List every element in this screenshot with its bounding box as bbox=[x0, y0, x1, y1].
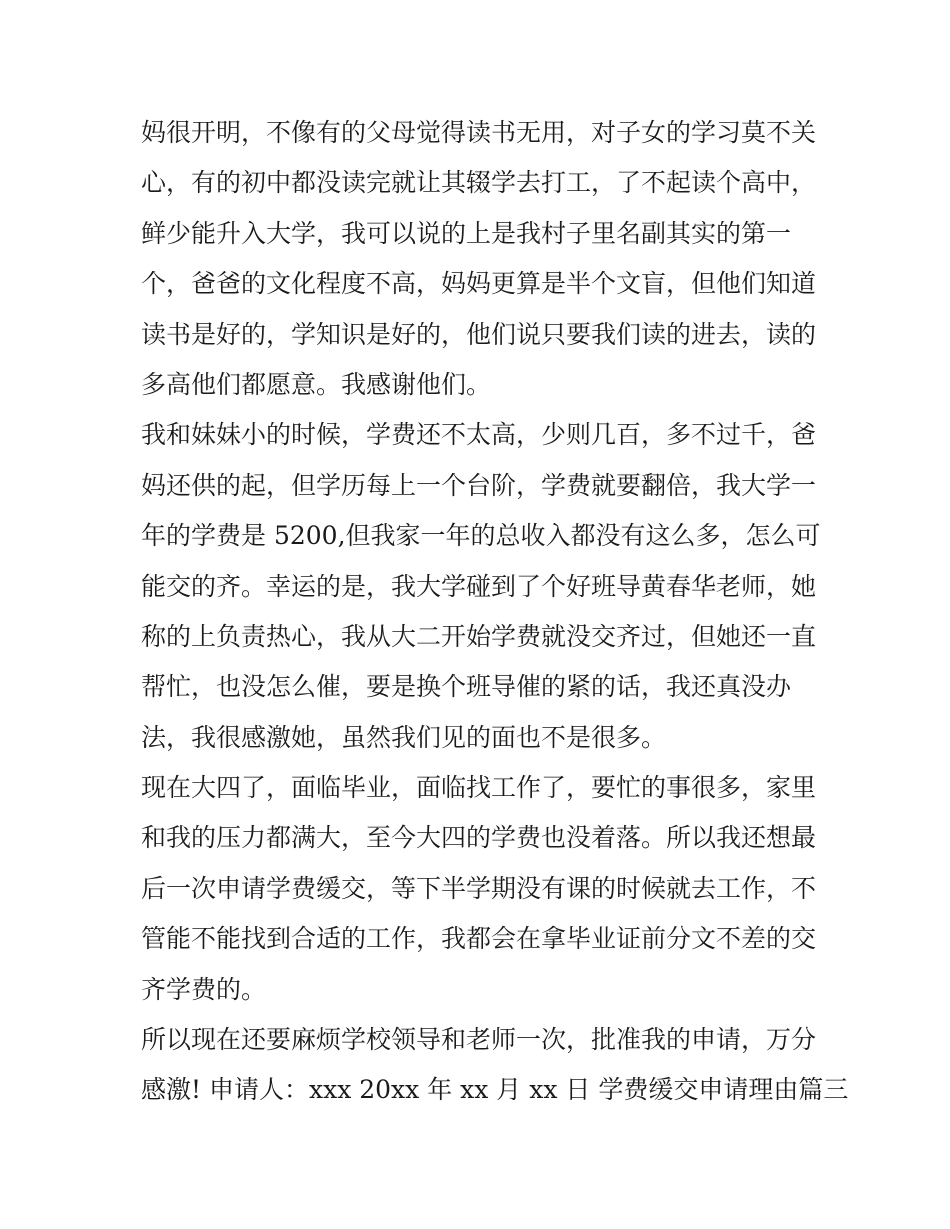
text-line: 齐学费的。 bbox=[141, 974, 267, 1004]
document-body bbox=[141, 108, 849, 1116]
text-line: 所以现在还要麻烦学校领导和老师一次，批准我的申请，万分 bbox=[141, 1025, 817, 1055]
text-line: 多高他们都愿意。我感谢他们。 bbox=[141, 369, 492, 399]
text-line: 妈还供的起，但学历每上一个台阶，学费就要翻倍，我大学一 bbox=[141, 470, 817, 500]
text-line: 称的上负责热心，我从大二开始学费就没交齐过，但她还一直 bbox=[141, 621, 817, 651]
text-line: 能交的齐。幸运的是，我大学碰到了个好班导黄春华老师，她 bbox=[141, 571, 817, 601]
text-line: 感激! 申请人：xxx 20xx 年 xx 月 xx 日 学费缓交申请理由篇三 bbox=[141, 1075, 849, 1105]
text-line: 法，我很感激她，虽然我们见的面也不是很多。 bbox=[141, 722, 667, 752]
text-line: 年的学费是 5200,但我家一年的总收入都没有这么多，怎么可 bbox=[141, 521, 821, 551]
text-line: 现在大四了，面临毕业，面临找工作了，要忙的事很多，家里 bbox=[141, 773, 817, 803]
text-line: 后一次申请学费缓交，等下半学期没有课的时候就去工作，不 bbox=[141, 873, 817, 903]
text-line: 心，有的初中都没读完就让其辍学去打工，了不起读个高中， bbox=[141, 168, 817, 198]
text-line: 妈很开明，不像有的父母觉得读书无用，对子女的学习莫不关 bbox=[141, 118, 817, 147]
text-line: 和我的压力都满大，至今大四的学费也没着落。所以我还想最 bbox=[141, 823, 817, 853]
text-line: 我和妹妹小的时候，学费还不太高，少则几百，多不过千，爸 bbox=[141, 420, 817, 450]
text-line: 读书是好的，学知识是好的，他们说只要我们读的进去，读的 bbox=[141, 319, 817, 349]
text-line: 管能不能找到合适的工作，我都会在拿毕业证前分文不差的交 bbox=[141, 924, 817, 954]
text-line: 鲜少能升入大学，我可以说的上是我村子里名副其实的第一 bbox=[141, 218, 792, 248]
text-line: 个，爸爸的文化程度不高，妈妈更算是半个文盲，但他们知道 bbox=[141, 269, 817, 299]
text-line: 帮忙，也没怎么催，要是换个班导催的紧的话，我还真没办 bbox=[141, 672, 792, 702]
